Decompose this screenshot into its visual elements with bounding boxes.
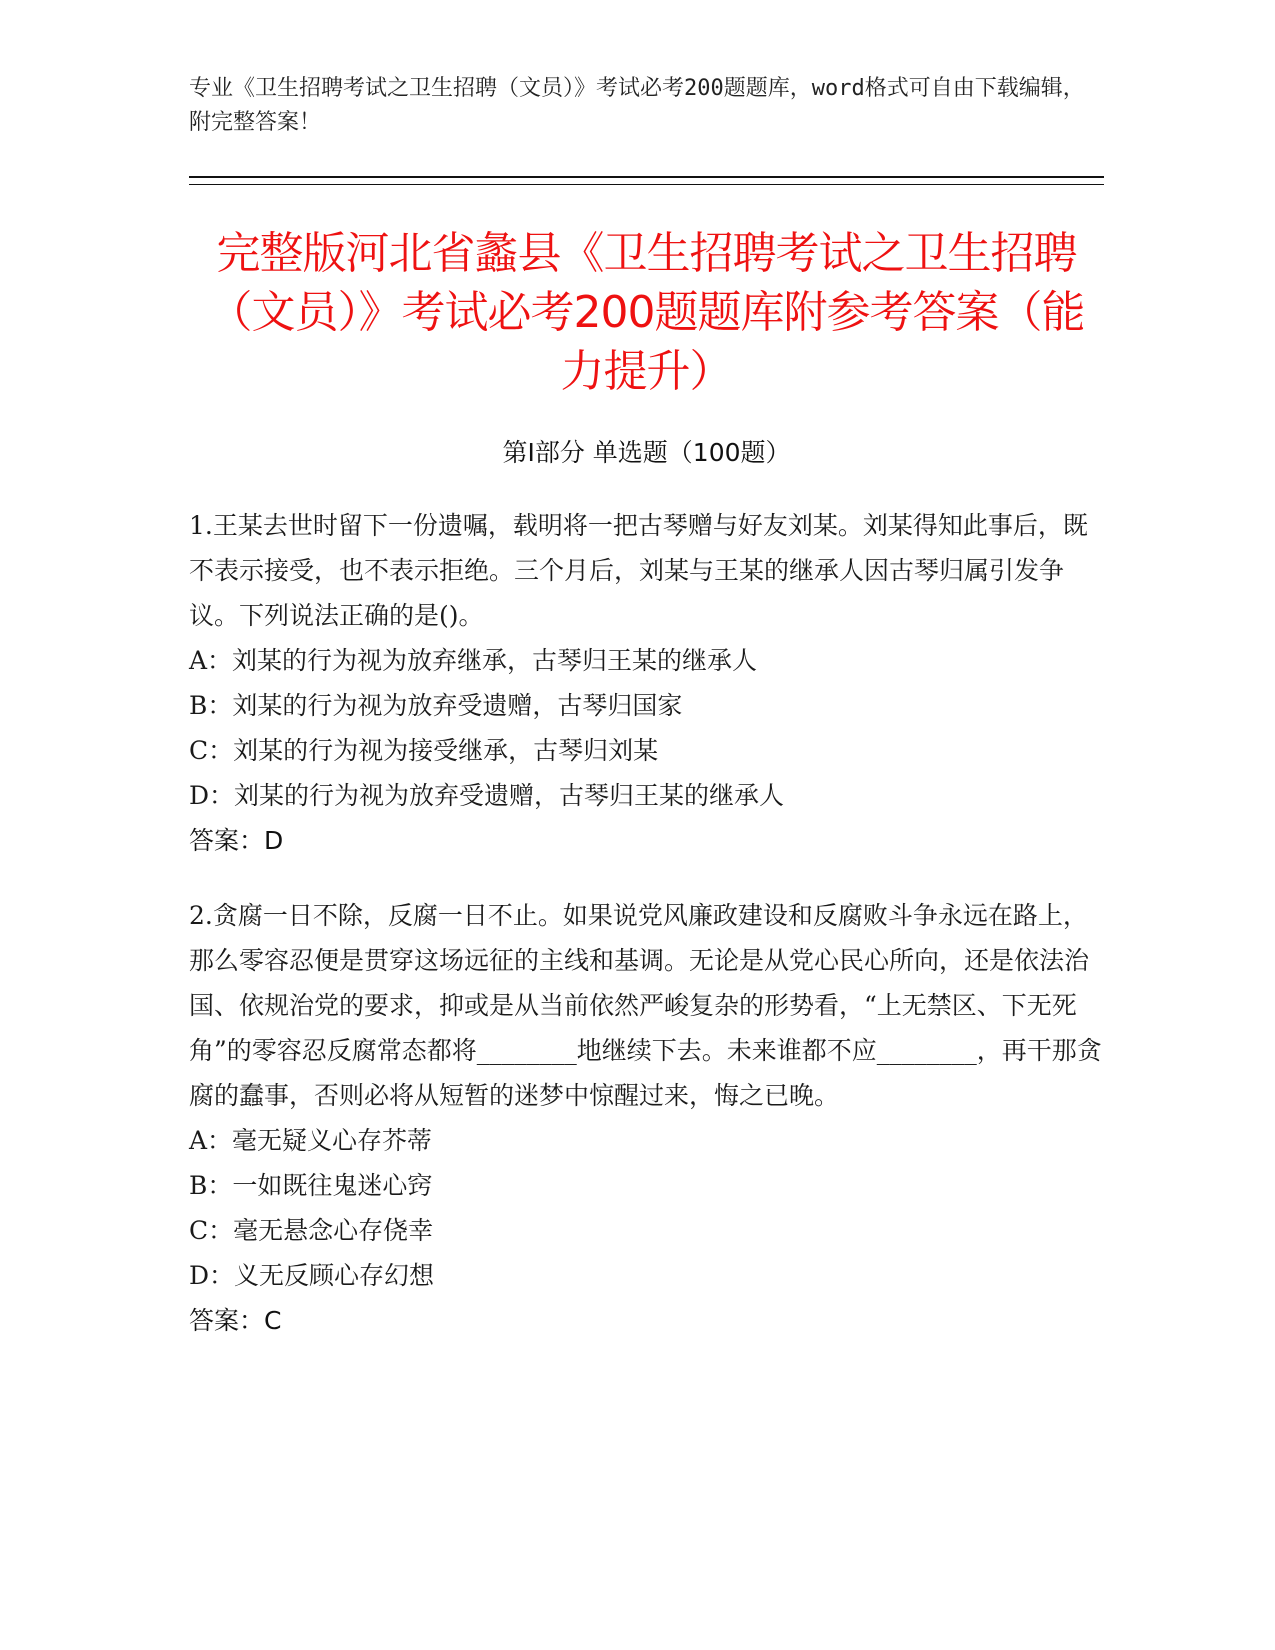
answer: 答案：D xyxy=(189,826,284,855)
header-divider-thin xyxy=(189,184,1104,185)
option-b: B：一如既往鬼迷心窍 xyxy=(189,1171,433,1200)
option-a: A：毫无疑义心存芥蒂 xyxy=(189,1126,433,1155)
option-d: D：义无反顾心存幻想 xyxy=(189,1261,435,1290)
question-stem: 1.王某去世时留下一份遗嘱，载明将一把古琴赠与好友刘某。刘某得知此事后，既不表示接受，也不表示拒绝。三个月后，刘某与王某的继承人因古琴归属引发争议。下列说法正确的是()。 xyxy=(189,511,1088,630)
option-d: D：刘某的行为视为放弃受遗赠，古琴归王某的继承人 xyxy=(189,781,785,810)
section-title: 第I部分 单选题（100题） xyxy=(502,438,791,467)
option-c: C：刘某的行为视为接受继承，古琴归刘某 xyxy=(189,736,659,765)
answer: 答案：C xyxy=(189,1306,282,1335)
option-c: C：毫无悬念心存侥幸 xyxy=(189,1216,434,1245)
document-title: 完整版河北省蠡县《卫生招聘考试之卫生招聘（文员）》考试必考200题题库附参考答案（能力提升） xyxy=(208,228,1085,397)
header-note: 专业《卫生招聘考试之卫生招聘（文员）》考试必考200题题库，word格式可自由下载编辑，附完整答案！ xyxy=(189,76,1085,135)
question-stem: 2.贪腐一日不除，反腐一日不止。如果说党风廉政建设和反腐败斗争永远在路上，那么零容忍便是贯穿这场远征的主线和基调。无论是从党心民心所向，还是依法治国、依规治党的要求，抑或是从当前依然严峻复杂的形势看，“上无禁区、下无死角”的零容忍反腐常态都将________地继续下去。未来谁都不应________，再干那贪腐的蠢事，否则必将从短暂的迷梦中惊醒过来，悔之已晚。 xyxy=(189,901,1102,1110)
option-b: B：刘某的行为视为放弃受遗赠，古琴归国家 xyxy=(189,691,683,720)
question-2 xyxy=(189,893,1104,1343)
option-a: A：刘某的行为视为放弃继承，古琴归王某的继承人 xyxy=(189,646,758,675)
header-divider-thick xyxy=(189,176,1104,178)
question-1 xyxy=(189,503,1104,863)
